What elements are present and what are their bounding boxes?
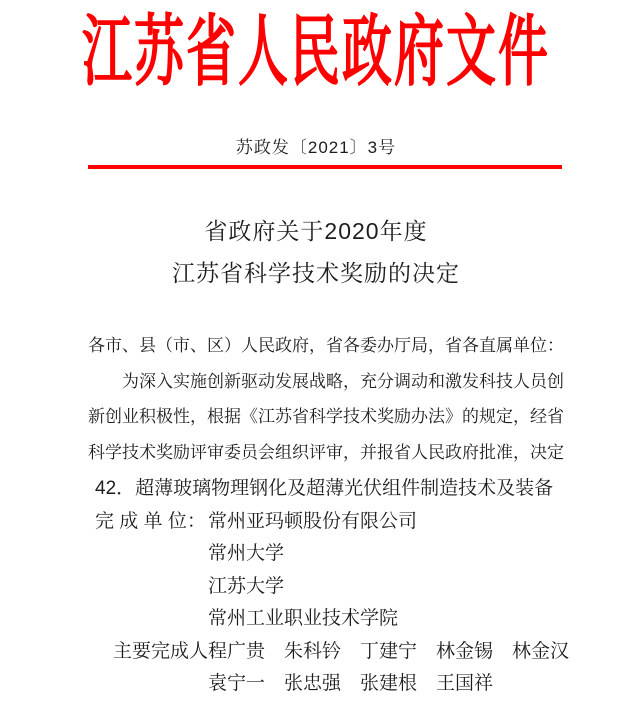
- paragraph-line: 科学技术奖励评审委员会组织评审，并报省人民政府批准，决定: [88, 442, 564, 462]
- award-item-42: [0, 473, 632, 701]
- completing-unit: 常州工业职业技术学院: [208, 608, 399, 629]
- body-paragraph: [88, 328, 562, 470]
- award-item-title: 42．超薄玻璃物理钢化及超薄光伏组件制造技术及装备: [95, 478, 554, 499]
- paragraph-line: 为深入实施创新驱动发展战略，充分调动和激发科技人员创: [122, 371, 564, 391]
- document-number: 苏政发〔2021〕3号: [235, 138, 397, 157]
- salutation-line: 各市、县（市、区）人民政府，省各委办厅局，省各直属单位：: [88, 336, 564, 355]
- main-completers-names: 袁宁一 张忠强 张建根 王国祥: [208, 673, 494, 694]
- main-completers-names: 程广贵 朱科钤 丁建宁 林金锡 林金汉: [208, 640, 570, 662]
- completing-units-label: 完 成 单 位：: [95, 510, 206, 532]
- letterhead-banner-title: 江苏省人民政府文件: [82, 8, 550, 96]
- main-completers-row: [0, 636, 632, 669]
- document-title-line1: 省政府关于2020年度: [204, 218, 428, 244]
- main-completers-label: 主要完成人：: [113, 640, 228, 662]
- letterhead-divider-rule: [88, 165, 562, 169]
- completing-unit: 常州大学: [208, 543, 285, 564]
- paragraph-line: 新创业积极性，根据《江苏省科学技术奖励办法》的规定，经省: [88, 407, 564, 426]
- document-title: [0, 210, 632, 294]
- completing-units-row: [0, 506, 632, 539]
- completing-unit: 常州亚玛顿股份有限公司: [208, 510, 418, 532]
- document-title-line2: 江苏省科学技术奖励的决定: [172, 260, 460, 286]
- completing-unit: 江苏大学: [208, 575, 285, 597]
